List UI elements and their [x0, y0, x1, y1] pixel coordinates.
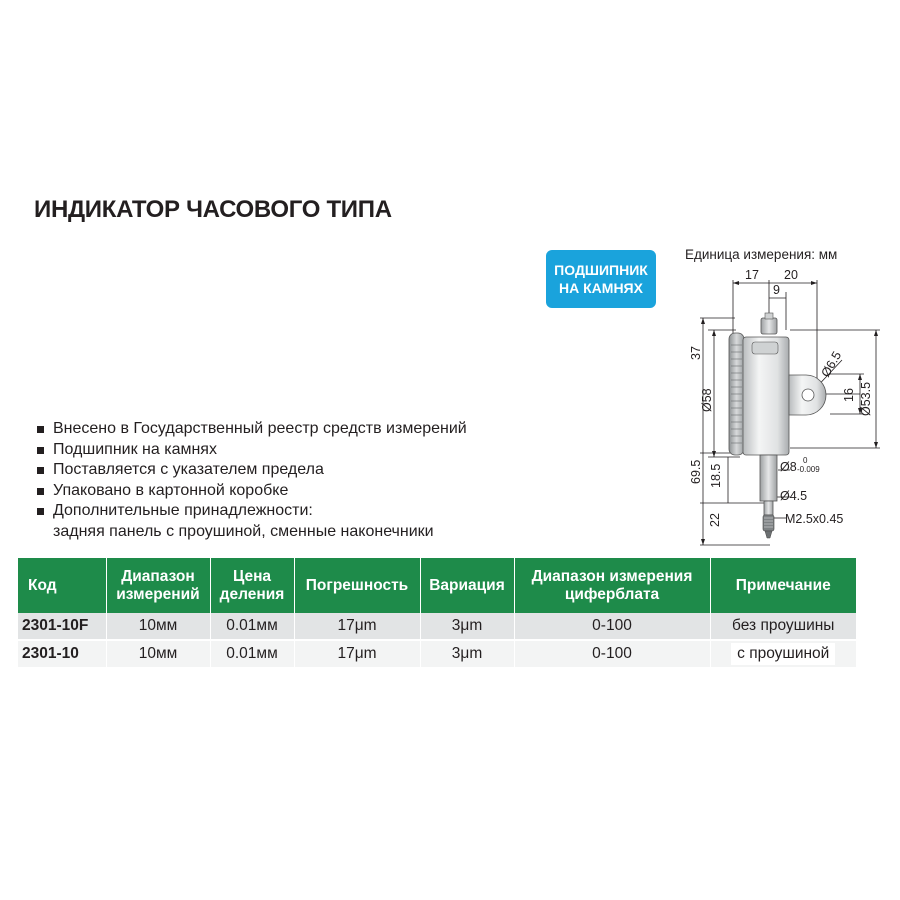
feature-item: Внесено в Государственный реестр средств измерений	[36, 419, 467, 440]
feature-item: Упаковано в картонной коробке	[36, 481, 467, 502]
feature-list	[36, 419, 467, 542]
dim-58: Ø58	[700, 388, 714, 412]
dim-53-5: Ø53.5	[859, 381, 873, 416]
cell-note-text: с проушиной	[731, 643, 835, 665]
dim-9: 9	[773, 283, 780, 297]
dim-8-lower-tol: -0.009	[797, 465, 820, 474]
dim-8: Ø8	[780, 460, 797, 474]
dim-17: 17	[745, 268, 759, 282]
col-header-accuracy: Погрешность	[294, 558, 420, 613]
dim-69-5: 69.5	[689, 459, 703, 484]
cell-code: 2301-10	[18, 640, 106, 667]
cell-note	[710, 640, 856, 667]
cell-dial-range: 0-100	[514, 640, 710, 667]
cell-variation: 3μm	[420, 613, 514, 640]
col-header-dial-range: Диапазон измерения циферблата	[514, 558, 710, 613]
dim-6-5: Ø6.5	[818, 349, 845, 380]
cell-range: 10мм	[106, 613, 210, 640]
feature-item: Подшипник на камнях	[36, 440, 467, 461]
page-title: ИНДИКАТОР ЧАСОВОГО ТИПА	[34, 196, 392, 223]
table-row	[18, 613, 856, 640]
feature-item-continued: задняя панель с проушиной, сменные наконечники	[53, 522, 434, 540]
cell-note: без проушины	[710, 613, 856, 640]
col-header-range: Диапазон измерений	[106, 558, 210, 613]
spec-table	[18, 558, 856, 667]
unit-label: Единица измерения: мм	[685, 247, 838, 262]
dim-37: 37	[689, 346, 703, 360]
table-row	[18, 640, 856, 667]
cell-dial-range: 0-100	[514, 613, 710, 640]
cell-range: 10мм	[106, 640, 210, 667]
dim-4-5: Ø4.5	[780, 489, 808, 503]
dim-20: 20	[784, 268, 798, 282]
dim-16: 16	[842, 388, 856, 402]
badge-line-1: ПОДШИПНИК	[554, 262, 648, 278]
dim-thread: M2.5x0.45	[785, 512, 844, 526]
col-header-code: Код	[18, 558, 106, 613]
dim-22: 22	[708, 513, 722, 527]
cell-accuracy: 17μm	[294, 640, 420, 667]
cell-variation: 3μm	[420, 640, 514, 667]
col-header-note: Примечание	[710, 558, 856, 613]
cell-accuracy: 17μm	[294, 613, 420, 640]
col-header-variation: Вариация	[420, 558, 514, 613]
feature-item: Дополнительные принадлежности:	[36, 501, 467, 522]
cell-graduation: 0.01мм	[210, 613, 294, 640]
cell-graduation: 0.01мм	[210, 640, 294, 667]
table-header-row	[18, 558, 856, 613]
dim-18-5: 18.5	[709, 463, 723, 488]
cell-code: 2301-10F	[18, 613, 106, 640]
badge-line-2: НА КАМНЯХ	[559, 280, 643, 296]
dim-8-upper-tol: 0	[803, 456, 808, 465]
col-header-graduation: Цена деления	[210, 558, 294, 613]
feature-item: Поставляется с указателем предела	[36, 460, 467, 481]
